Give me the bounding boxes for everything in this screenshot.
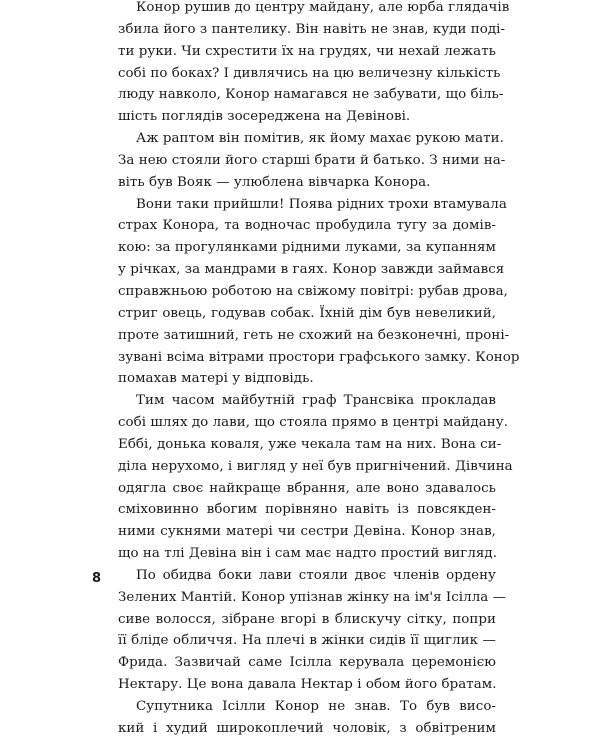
text-line: діла нерухомо, і вигляд у неї був пригнічений. Дівчина (118, 458, 513, 474)
text-line: Фрида. Зазвичай саме Ісілла керувала церемонією (118, 655, 496, 671)
text-line: люду навколо, Конор намагався не забувати, що біль- (118, 87, 504, 103)
text-line: її бліде обличчя. На плечі в жінки сидів її щиглик — (118, 633, 496, 649)
text-line: сиве волосся, зібране вгорі в блискучу сітку, попри (118, 611, 496, 627)
paragraph-3 (118, 194, 520, 391)
text-line: ти руки. Чи схрестити їх на грудях, чи нехай лежать (118, 43, 496, 59)
text-line: віть був Вояк — улюблена вівчарка Конора. (118, 174, 431, 190)
text-line: Вони таки прийшли! Поява рідних трохи втамувала (136, 196, 507, 212)
paragraph-2 (118, 128, 506, 194)
page-text (118, 0, 520, 740)
text-line: помахав матері у відповідь. (118, 371, 314, 387)
paragraph-5 (118, 565, 507, 696)
text-line: що на тлі Девіна він і сам має надто простий вигляд. (118, 546, 498, 562)
text-line: Конор рушив до центру майдану, але юрба глядачів (136, 0, 510, 15)
text-line: справжньою роботою на свіжому повітрі: рубав дрова, (118, 283, 508, 299)
text-line: у річках, за мандрами в гаях. Конор завжди займався (118, 262, 505, 278)
text-line: кою: за прогулянками рідними луками, за купанням (118, 240, 496, 256)
text-line: Еббі, донька коваля, уже чекала там на них. Вона си- (118, 436, 502, 452)
paragraph-1 (118, 0, 510, 128)
text-line: зувані всіма вітрами простори графського замку. Конор (118, 349, 520, 365)
text-line: шість поглядів зосереджена на Девінові. (118, 109, 411, 125)
text-line: проте затишний, геть не схожий на безконечні, проні- (118, 327, 510, 343)
text-line: одягла своє найкраще вбрання, але воно здавалось (118, 480, 496, 496)
text-line: ними сукнями матері чи сестри Девіна. Конор знав, (118, 524, 496, 540)
text-line: кий і худий широкоплечий чоловік, з обвітреним (118, 720, 496, 736)
text-line: стриг овець, годував собак. Їхній дім був невеликий, (118, 305, 496, 321)
text-line: збила його з пантелику. Він навіть не знав, куди поді- (118, 21, 506, 37)
paragraph-4 (118, 390, 513, 565)
text-line: За нею стояли його старші брати й батько. З ними на- (118, 152, 506, 168)
text-line: Нектару. Це вона давала Нектар і обом його братам. (118, 677, 497, 693)
text-line: сміховинно вбогим порівняно навіть із повсякден- (118, 502, 496, 518)
text-line: По обидва боки лави стояли двоє членів ордену (136, 567, 496, 583)
text-line: собі по боках? І дивлячись на цю величезну кількість (118, 65, 501, 81)
text-line: Аж раптом він помітив, як йому махає рукою мати. (136, 131, 504, 147)
paragraph-6 (118, 696, 496, 740)
text-line: собі шлях до лави, що стояла прямо в центрі майдану. (118, 415, 508, 431)
page-number: 8 (92, 571, 102, 586)
text-line: Тим часом майбутній граф Трансвіка прокладав (136, 393, 496, 409)
text-line: Супутника Ісілли Конор не знав. То був висо- (136, 699, 496, 714)
text-line: Зелених Мантій. Конор упізнав жінку на ім'я Ісілла — (118, 589, 507, 605)
text-line: страх Конора, та водночас пробудила тугу за домів- (118, 218, 496, 234)
